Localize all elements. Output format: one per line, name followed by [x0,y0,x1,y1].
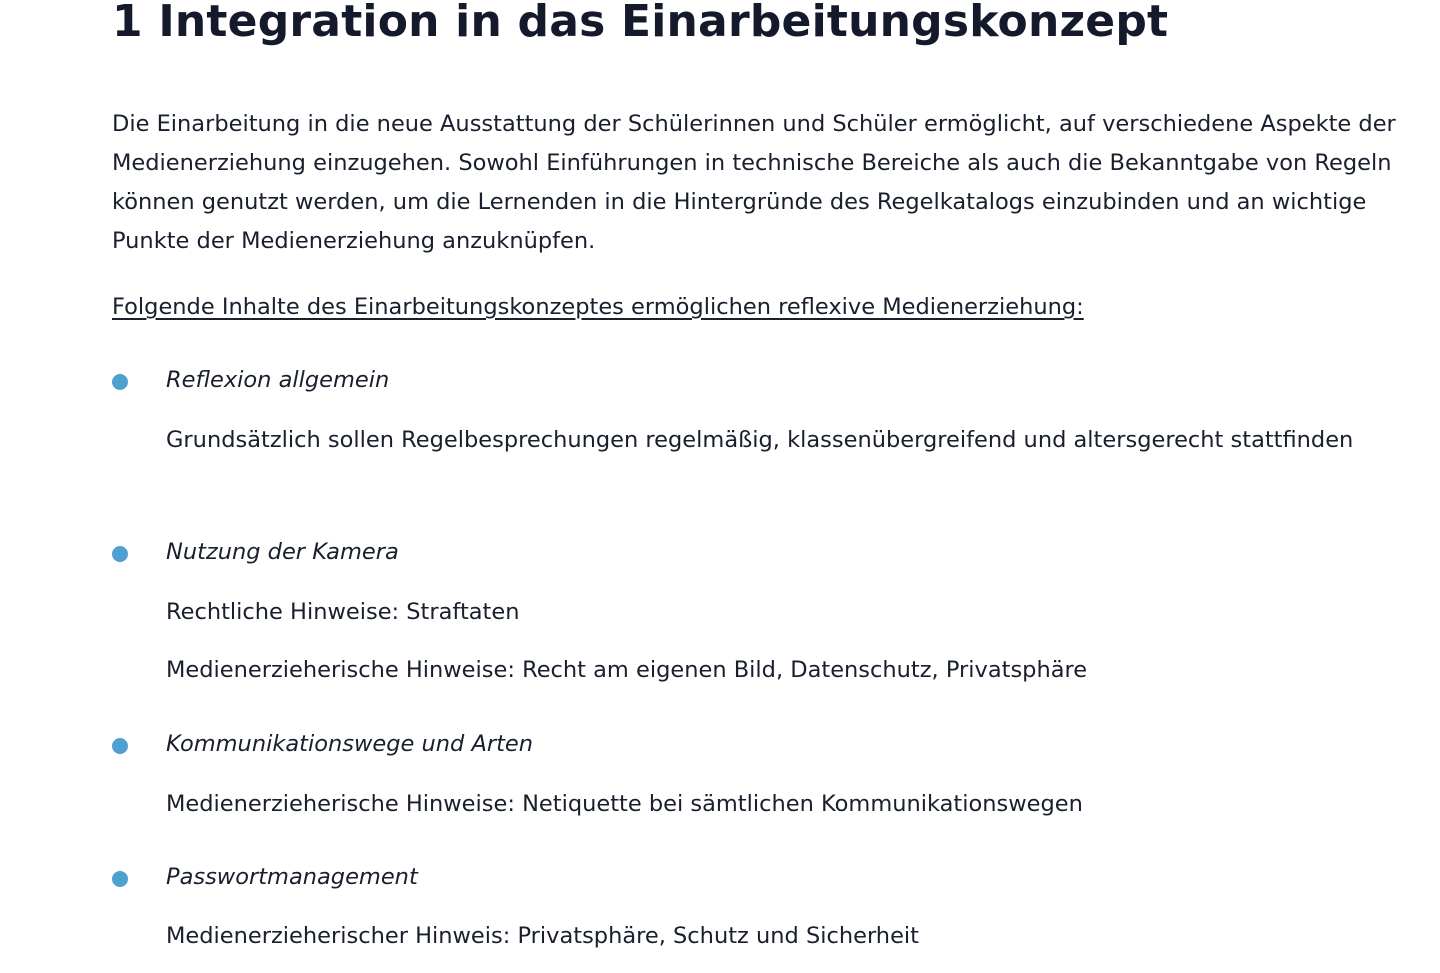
bullet-dot-icon [112,871,128,887]
list-item-title: Passwortmanagement [166,864,418,890]
list-item-detail: Rechtliche Hinweise: Straftaten [166,599,520,625]
list-item-detail: Grundsätzlich sollen Regelbesprechungen regelmäßig, klassenübergreifend und altersgerecht stattfinden [166,427,1354,453]
list-item-title: Kommunikationswege und Arten [166,731,534,757]
bullet-dot-icon [112,546,128,562]
list-item-title: Reflexion allgemein [166,367,390,393]
list-item-detail: Medienerzieherische Hinweise: Recht am eigenen Bild, Datenschutz, Privatsphäre [166,657,1088,683]
bullet-dot-icon [112,738,128,754]
intro-paragraph: Die Einarbeitung in die neue Ausstattung der Schülerinnen und Schüler ermöglicht, auf verschiedene Aspekte der Medienerziehung einzugehen. Sowohl Einführungen in technische Bereiche als auch die Bekanntgabe von Regeln können genutzt werden, um die Lernenden in die Hintergründe des Regelkatalogs einzubinden und an wichtige Punkte der Medienerziehung anzuknüpfen. [112,111,1396,254]
bullet-dot-icon [112,374,128,390]
section-subheading: Folgende Inhalte des Einarbeitungskonzeptes ermöglichen reflexive Medienerziehung: [112,294,1084,320]
page-title: 1 Integration in das Einarbeitungskonzept [112,0,1169,47]
list-item-title: Nutzung der Kamera [166,539,399,565]
list-item-detail: Medienerzieherischer Hinweis: Privatsphäre, Schutz und Sicherheit [166,923,919,949]
list-item-detail: Medienerzieherische Hinweise: Netiquette bei sämtlichen Kommunikationswegen [166,791,1083,817]
